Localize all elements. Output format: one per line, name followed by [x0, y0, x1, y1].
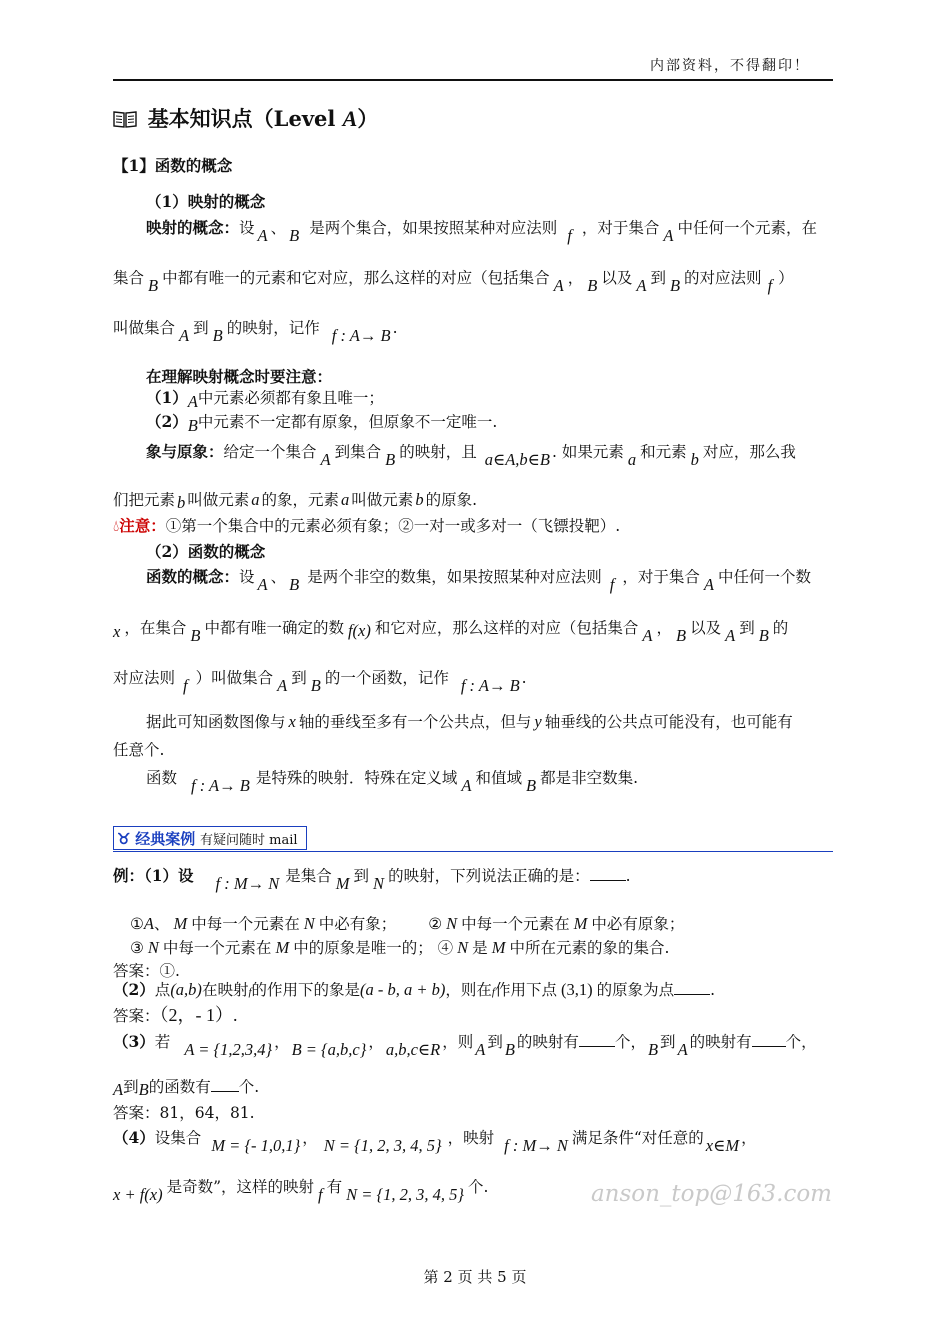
function-notation: f : A→ B	[460, 676, 520, 695]
text: 叫做集合	[113, 319, 176, 337]
text: 的原象为点	[596, 981, 675, 999]
text: 满足条件“对任意的	[571, 1129, 704, 1147]
example-3-num: （3）	[113, 1032, 155, 1051]
drop-icon: 💧︎	[113, 517, 120, 535]
sym-A: A	[143, 914, 154, 933]
sym-A: A	[642, 626, 653, 645]
text: 和元素	[640, 443, 687, 461]
func-line-2	[113, 618, 789, 645]
text: 若	[154, 1033, 171, 1051]
text: ①	[130, 915, 144, 933]
sym-A: A	[187, 392, 198, 411]
sym-M: M	[573, 914, 588, 933]
mapping-term: 映射的概念：	[146, 218, 240, 237]
mapping-line-1	[146, 218, 817, 245]
text: 中元素必须都有象且唯一；	[197, 389, 384, 407]
mapping-line-3	[113, 318, 398, 345]
caution-text: ①第一个集合中的元素必须有象；②一对一或多对一（飞镖投靶）.	[165, 517, 621, 535]
text: 轴垂线的公共点可能没有，也可能有	[544, 713, 793, 731]
sym-B: B	[385, 450, 396, 469]
text: ④	[437, 939, 454, 957]
classic-cases-note: 有疑问随时 mail	[200, 833, 298, 848]
answer-blank	[211, 1077, 239, 1092]
text: 设	[239, 568, 255, 586]
sym-a: a	[341, 490, 350, 509]
answer-blank	[590, 866, 626, 881]
set-N: N = {1, 2, 3, 4, 5}	[346, 1185, 464, 1204]
sym-A: A	[257, 226, 268, 245]
text: 的	[772, 619, 789, 637]
text: ，对于集合	[581, 219, 660, 237]
text: 中每一个元素在	[191, 915, 300, 933]
text: 到	[193, 319, 209, 337]
note-1	[146, 388, 384, 411]
text: 中的原象是唯一的；	[293, 939, 433, 957]
text: 设集合	[154, 1129, 202, 1147]
text: 们把元素	[113, 491, 176, 509]
text: ，	[741, 1129, 757, 1147]
sym-N: N	[303, 914, 315, 933]
sym-B: B	[289, 226, 300, 245]
function-notation: f : A→ B	[191, 776, 250, 795]
text: 到集合	[334, 443, 382, 461]
sym-x: x	[288, 712, 296, 731]
example-2-answer	[113, 1005, 238, 1026]
set-B: B = {a,b,c}	[291, 1040, 367, 1059]
example-3-answer: 答案：81，64，81.	[113, 1104, 255, 1122]
subtopic-2-label: （2）函数的概念	[146, 542, 266, 561]
text: 是奇数”，这样的映射	[166, 1178, 315, 1196]
condition: a,b,c∈R	[385, 1040, 441, 1059]
sym-f: f	[248, 986, 252, 998]
taurus-icon: ♉︎	[117, 830, 131, 848]
text: 以及	[690, 619, 722, 637]
graph-line-1	[146, 712, 793, 732]
text: 个，	[614, 1033, 646, 1051]
sym-a: a	[627, 450, 637, 469]
mapping-notation: f : A→ B	[331, 326, 391, 345]
section-title-end: ）	[357, 106, 379, 131]
example-4-mapping: f : M→ N	[504, 1136, 568, 1155]
text: ）叫做集合	[195, 669, 274, 687]
sym-N: N	[373, 874, 385, 893]
sym-B: B	[647, 1040, 659, 1059]
text: 作用下点	[494, 981, 557, 999]
text: 的映射有	[516, 1033, 579, 1051]
sym-f: f	[183, 676, 188, 695]
sym-B: B	[212, 326, 223, 345]
text: （1）	[146, 388, 188, 407]
section-title-text: 基本知识点（Level	[147, 106, 343, 131]
text: ，	[368, 1033, 384, 1051]
example-4-line-2	[113, 1177, 489, 1204]
sym-b: b	[415, 490, 424, 509]
text: 是特殊的映射．特殊在定义域	[255, 769, 458, 787]
sym-B: B	[138, 1080, 149, 1099]
text: 和值域	[475, 769, 522, 787]
answer-blank	[752, 1032, 786, 1047]
text: 的象，元素	[261, 491, 340, 509]
text: 点	[154, 981, 171, 999]
sym-B: B	[310, 676, 321, 695]
sym-A: A	[461, 776, 472, 795]
image-term: 象与原象：	[146, 442, 224, 461]
text: ，映射	[447, 1129, 495, 1147]
text: ，	[302, 1129, 318, 1147]
sym-M: M	[275, 938, 290, 957]
text: .	[392, 319, 398, 337]
sym-f: f	[609, 575, 615, 594]
text: 给定一个集合	[223, 443, 317, 461]
watermark: anson_top@163.com	[590, 1181, 832, 1207]
mapping-line-2	[113, 268, 794, 295]
text: 、	[270, 219, 287, 237]
sym-fx: f(x)	[347, 621, 371, 640]
text: ，则在	[445, 981, 492, 999]
sym-A: A	[553, 276, 564, 295]
text: 以及	[601, 269, 633, 287]
text: 中任何一个元素，在	[677, 219, 817, 237]
text: 、	[154, 915, 170, 933]
text: 中都有唯一的元素和它对应，那么这样的对应（包括集合	[162, 269, 550, 287]
sym-N: N	[147, 938, 159, 957]
text: 到	[660, 1033, 676, 1051]
book-icon	[113, 107, 141, 131]
text: 个，	[785, 1033, 817, 1051]
text: ②	[428, 915, 443, 933]
image-line-2	[113, 490, 477, 510]
text: 中元素不一定都有原象，但原象不一定唯一.	[197, 413, 498, 431]
text: 轴的垂线至多有一个公共点，但与	[298, 713, 532, 731]
text: 中都有唯一确定的数	[204, 619, 344, 637]
example-4-question	[113, 1128, 757, 1155]
text: 到	[291, 669, 307, 687]
image-line-1	[146, 442, 796, 469]
topic-1-label: 【1】函数的概念	[113, 156, 233, 175]
text: 到	[353, 867, 370, 885]
example-3-question	[113, 1032, 817, 1059]
text: 、	[270, 568, 287, 586]
text: ，则	[442, 1033, 474, 1051]
sym-M: M	[173, 914, 188, 933]
sym-f: f	[491, 986, 495, 998]
header-rule	[113, 79, 833, 81]
func-term: 函数的概念：	[146, 567, 240, 586]
text: 个.	[468, 1178, 489, 1196]
text: 是两个非空的数集，如果按照某种对应法则	[307, 568, 602, 586]
text: ，	[274, 1033, 290, 1051]
text: .	[710, 981, 716, 999]
text: 答案：	[113, 1007, 160, 1025]
text: 中必有象；	[318, 915, 397, 933]
point-ab: (a,b)	[170, 980, 202, 999]
sym-B: B	[190, 626, 201, 645]
section-title	[113, 103, 378, 133]
condition: x∈M	[705, 1136, 740, 1155]
sym-A: A	[663, 226, 674, 245]
text: .	[625, 867, 631, 885]
classic-cases-rule	[113, 851, 833, 852]
condition: a∈A,b∈B	[484, 450, 550, 469]
text: ，在集合	[124, 619, 187, 637]
example-1-options-row-2	[130, 938, 669, 958]
text: 函数	[146, 769, 178, 787]
sym-A: A	[636, 276, 647, 295]
sym-x: x	[113, 622, 121, 641]
text: 中所在元素的象的集合.	[509, 939, 670, 957]
text: 的映射有	[689, 1033, 752, 1051]
sym-A: A	[320, 450, 331, 469]
point-31: (3,1)	[561, 980, 593, 999]
image-expression: (a - b, a + b)	[360, 980, 446, 999]
answer-blank	[579, 1032, 615, 1047]
expression: x + f(x)	[113, 1185, 163, 1204]
text: 对应，那么我	[702, 443, 796, 461]
example-2-answer-value: （2，- 1）.	[159, 1005, 238, 1025]
func-line-1	[146, 567, 811, 594]
graph-line-2: 任意个.	[113, 741, 165, 759]
text: 到	[650, 269, 666, 287]
sym-B: B	[587, 276, 598, 295]
example-1-head: 例：（1）设	[113, 866, 194, 885]
text: .	[521, 669, 527, 687]
sym-B: B	[675, 626, 687, 645]
example-1-options-row-1	[130, 914, 684, 934]
text: 是	[472, 939, 488, 957]
text: 的对应法则	[684, 269, 762, 287]
text: 中任何一个数	[717, 568, 811, 586]
sym-B: B	[525, 776, 537, 795]
sym-A: A	[677, 1040, 688, 1059]
sym-f: f	[318, 1185, 323, 1204]
sym-A: A	[179, 326, 190, 345]
text: 集合	[113, 269, 145, 287]
text: 都是非空数集.	[540, 769, 638, 787]
text: 到	[487, 1033, 503, 1051]
example-4-num: （4）	[113, 1128, 155, 1147]
sym-A: A	[257, 575, 268, 594]
text: 叫做元素	[351, 491, 414, 509]
sym-a: a	[251, 490, 260, 509]
example-1-question	[113, 866, 631, 893]
text: 的映射，记作	[226, 319, 320, 337]
notes-title: 在理解映射概念时要注意：	[146, 367, 333, 386]
example-2-num: （2）	[113, 980, 155, 999]
set-M: M = {- 1,0,1}	[211, 1136, 301, 1155]
text: ，	[656, 619, 672, 637]
text: 中每一个元素在	[461, 915, 570, 933]
example-1-mapping: f : M→ N	[215, 874, 280, 893]
text: 中每一个元素在	[162, 939, 272, 957]
sym-N: N	[446, 914, 458, 933]
set-N: N = {1, 2, 3, 4, 5}	[323, 1136, 442, 1155]
text: 到	[739, 619, 755, 637]
set-A: A = {1,2,3,4}	[184, 1040, 273, 1059]
sym-B: B	[758, 626, 769, 645]
text: 的函数有	[148, 1078, 211, 1096]
sym-b: b	[177, 493, 186, 512]
sym-B: B	[148, 276, 159, 295]
text: 的作用下的象是	[251, 981, 361, 999]
text: 到	[123, 1078, 139, 1096]
caution-line	[113, 516, 620, 536]
text: 设	[239, 219, 255, 237]
example-3-line-2	[113, 1077, 259, 1097]
sym-A: A	[277, 676, 288, 695]
text: ③	[130, 939, 144, 957]
text: 对应法则	[113, 669, 176, 687]
answer-blank	[674, 980, 710, 995]
header-notice: 内部资料，不得翻印！	[650, 58, 810, 74]
func-line-3	[113, 668, 527, 695]
sym-M: M	[491, 938, 506, 957]
text: 个.	[238, 1078, 260, 1096]
example-2-question	[113, 980, 715, 1002]
text: . 如果元素	[551, 443, 624, 461]
text: 有	[326, 1178, 343, 1196]
sym-A: A	[703, 575, 714, 594]
text: 据此可知函数图像与	[146, 713, 286, 731]
text: 中必有原象；	[591, 915, 685, 933]
note-2	[146, 412, 498, 435]
sym-B: B	[187, 416, 198, 435]
sym-B: B	[669, 276, 681, 295]
text: （2）	[146, 412, 188, 431]
text: 的映射，下列说法正确的是：	[388, 867, 590, 885]
sym-f: f	[767, 276, 773, 295]
sym-A: A	[113, 1080, 124, 1099]
classic-cases-title: 经典案例	[135, 830, 196, 848]
sym-N: N	[457, 938, 469, 957]
sym-b: b	[690, 450, 699, 469]
page-footer: 第 2 页 共 5 页	[423, 1268, 527, 1286]
example-1-answer: 答案：①.	[113, 962, 180, 980]
sym-y: y	[534, 712, 542, 731]
caution-label: 注意：	[119, 516, 166, 535]
text: ）	[778, 269, 794, 287]
text: 的原象.	[425, 491, 477, 509]
text: 的映射，且	[399, 443, 477, 461]
sym-B: B	[289, 575, 300, 594]
section-title-level: A	[342, 106, 358, 131]
text: 在映射	[201, 981, 249, 999]
text: ，对于集合	[622, 568, 700, 586]
text: 是两个集合，如果按照某种对应法则	[309, 219, 558, 237]
sym-M: M	[335, 874, 350, 893]
sym-A: A	[475, 1040, 486, 1059]
sym-B: B	[504, 1040, 515, 1059]
text: 是集合	[285, 867, 332, 885]
sym-A: A	[725, 626, 736, 645]
classic-cases-label	[117, 828, 298, 849]
text: 的一个函数，记作	[324, 669, 449, 687]
text: 叫做元素	[187, 491, 250, 509]
subtopic-1-label: （1）映射的概念	[146, 192, 266, 211]
sym-f: f	[567, 226, 572, 245]
special-line	[146, 768, 638, 795]
text: ，	[567, 269, 584, 287]
text: 和它对应，那么这样的对应（包括集合	[374, 619, 639, 637]
